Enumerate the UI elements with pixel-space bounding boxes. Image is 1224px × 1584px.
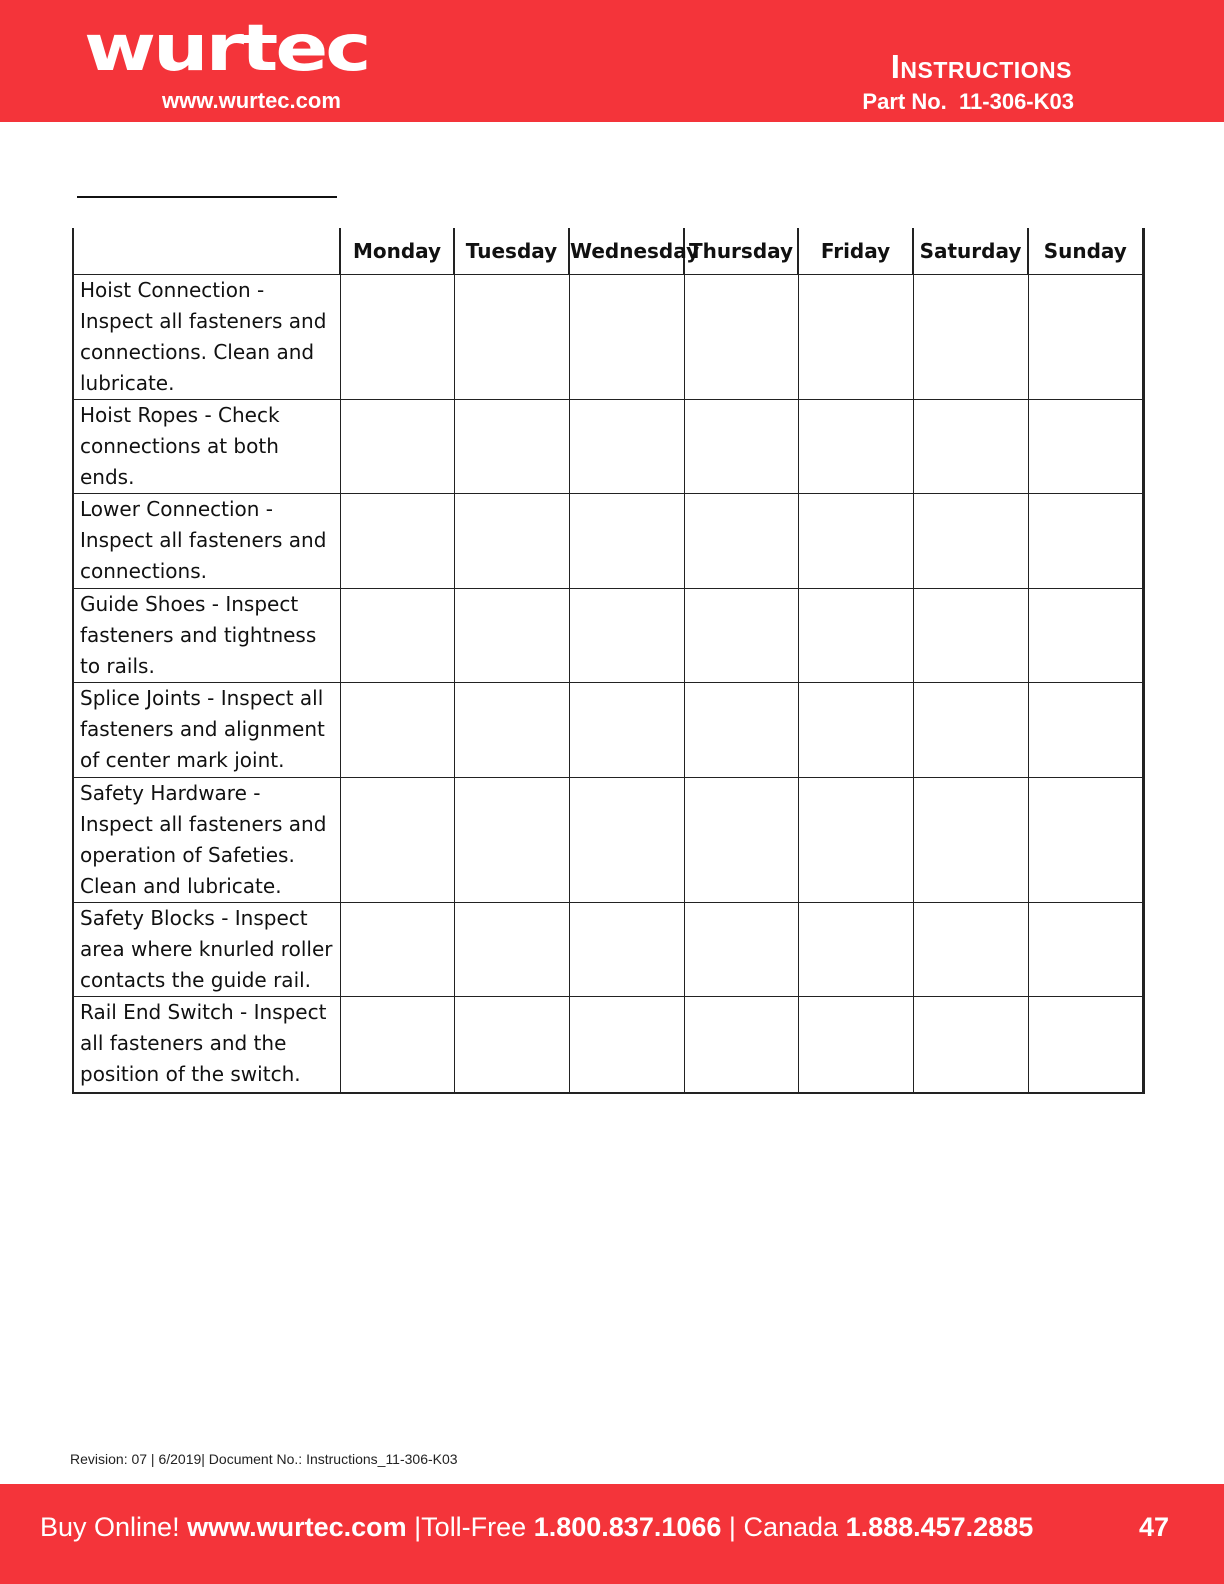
check-cell[interactable] (684, 903, 798, 997)
table-header-row (73, 228, 1143, 275)
table-row (73, 400, 1143, 494)
check-cell[interactable] (1028, 683, 1143, 778)
check-cell[interactable] (569, 997, 684, 1093)
task-cell: Hoist Connection - Inspect all fasteners and connections. Clean and lubricate. (73, 275, 340, 400)
header-blank-cell (73, 228, 340, 275)
header-day: Saturday (913, 228, 1028, 275)
footer-canada-number: 1.888.457.2885 (845, 1512, 1034, 1542)
check-cell[interactable] (454, 400, 569, 494)
check-cell[interactable] (454, 589, 569, 683)
table-row (73, 494, 1143, 589)
header-day: Thursday (684, 228, 798, 275)
check-cell[interactable] (684, 997, 798, 1093)
check-cell[interactable] (454, 683, 569, 778)
footer-website-link[interactable]: www.wurtec.com (187, 1512, 407, 1542)
check-cell[interactable] (454, 778, 569, 903)
check-cell[interactable] (798, 997, 913, 1093)
check-cell[interactable] (913, 400, 1028, 494)
table-row (73, 275, 1143, 400)
check-cell[interactable] (569, 589, 684, 683)
footer-buy-label: Buy Online! (40, 1512, 180, 1542)
check-cell[interactable] (798, 275, 913, 400)
table-row (73, 683, 1143, 778)
check-cell[interactable] (340, 275, 454, 400)
signature-rule (77, 196, 337, 198)
check-cell[interactable] (798, 400, 913, 494)
check-cell[interactable] (798, 683, 913, 778)
check-cell[interactable] (340, 683, 454, 778)
header-website: www.wurtec.com (162, 88, 341, 113)
check-cell[interactable] (798, 589, 913, 683)
task-cell: Safety Hardware - Inspect all fasteners and operation of Safeties. Clean and lubricate. (73, 778, 340, 903)
check-cell[interactable] (569, 903, 684, 997)
check-cell[interactable] (340, 494, 454, 589)
check-cell[interactable] (454, 903, 569, 997)
task-cell: Rail End Switch - Inspect all fasteners and the position of the switch. (73, 997, 340, 1093)
table-row (73, 997, 1143, 1093)
check-cell[interactable] (1028, 589, 1143, 683)
check-cell[interactable] (913, 589, 1028, 683)
check-cell[interactable] (913, 494, 1028, 589)
task-cell: Guide Shoes - Inspect fasteners and tightness to rails. (73, 589, 340, 683)
table-row (73, 778, 1143, 903)
header-day: Tuesday (454, 228, 569, 275)
check-cell[interactable] (569, 683, 684, 778)
page-footer (0, 1484, 1224, 1584)
table-row (73, 589, 1143, 683)
check-cell[interactable] (684, 400, 798, 494)
part-number-label: Part No. (862, 89, 947, 114)
wurtec-logo: wurtec (84, 12, 369, 86)
task-cell: Safety Blocks - Inspect area where knurled roller contacts the guide rail. (73, 903, 340, 997)
footer-separator: | (414, 1512, 422, 1542)
check-cell[interactable] (684, 275, 798, 400)
check-cell[interactable] (569, 275, 684, 400)
check-cell[interactable] (913, 997, 1028, 1093)
check-cell[interactable] (340, 903, 454, 997)
task-cell: Splice Joints - Inspect all fasteners and alignment of center mark joint. (73, 683, 340, 778)
check-cell[interactable] (340, 997, 454, 1093)
page-header (0, 0, 1224, 122)
check-cell[interactable] (454, 997, 569, 1093)
footer-tollfree-number: 1.800.837.1066 (533, 1512, 722, 1542)
check-cell[interactable] (913, 683, 1028, 778)
check-cell[interactable] (913, 903, 1028, 997)
check-cell[interactable] (684, 778, 798, 903)
header-day: Sunday (1028, 228, 1143, 275)
check-cell[interactable] (569, 778, 684, 903)
check-cell[interactable] (684, 589, 798, 683)
check-cell[interactable] (1028, 400, 1143, 494)
check-cell[interactable] (798, 778, 913, 903)
check-cell[interactable] (798, 494, 913, 589)
check-cell[interactable] (569, 400, 684, 494)
header-day: Friday (798, 228, 913, 275)
check-cell[interactable] (1028, 903, 1143, 997)
check-cell[interactable] (340, 400, 454, 494)
check-cell[interactable] (684, 683, 798, 778)
check-cell[interactable] (1028, 997, 1143, 1093)
check-cell[interactable] (913, 275, 1028, 400)
header-day: Monday (340, 228, 454, 275)
part-number-value: 11-306-K03 (959, 89, 1074, 114)
check-cell[interactable] (684, 494, 798, 589)
check-cell[interactable] (798, 903, 913, 997)
daily-inspection-table (72, 228, 1145, 1094)
check-cell[interactable] (1028, 778, 1143, 903)
part-number-line (862, 89, 1074, 115)
check-cell[interactable] (340, 778, 454, 903)
header-day: Wednesday (569, 228, 684, 275)
check-cell[interactable] (454, 494, 569, 589)
document-title: Instructions (890, 48, 1072, 85)
check-cell[interactable] (1028, 275, 1143, 400)
check-cell[interactable] (913, 778, 1028, 903)
table-row (73, 903, 1143, 997)
footer-tollfree-label: Toll-Free (421, 1512, 527, 1542)
check-cell[interactable] (340, 589, 454, 683)
check-cell[interactable] (569, 494, 684, 589)
footer-canada-label: Canada (743, 1512, 839, 1542)
check-cell[interactable] (1028, 494, 1143, 589)
task-cell: Hoist Ropes - Check connections at both ends. (73, 400, 340, 494)
page-number: 47 (1138, 1512, 1169, 1542)
task-cell: Lower Connection - Inspect all fasteners and connections. (73, 494, 340, 589)
revision-note: Revision: 07 | 6/2019| Document No.: Instructions_11-306-K03 (70, 1451, 458, 1467)
footer-contact-line (40, 1512, 1033, 1543)
footer-separator: | (728, 1512, 736, 1542)
check-cell[interactable] (454, 275, 569, 400)
